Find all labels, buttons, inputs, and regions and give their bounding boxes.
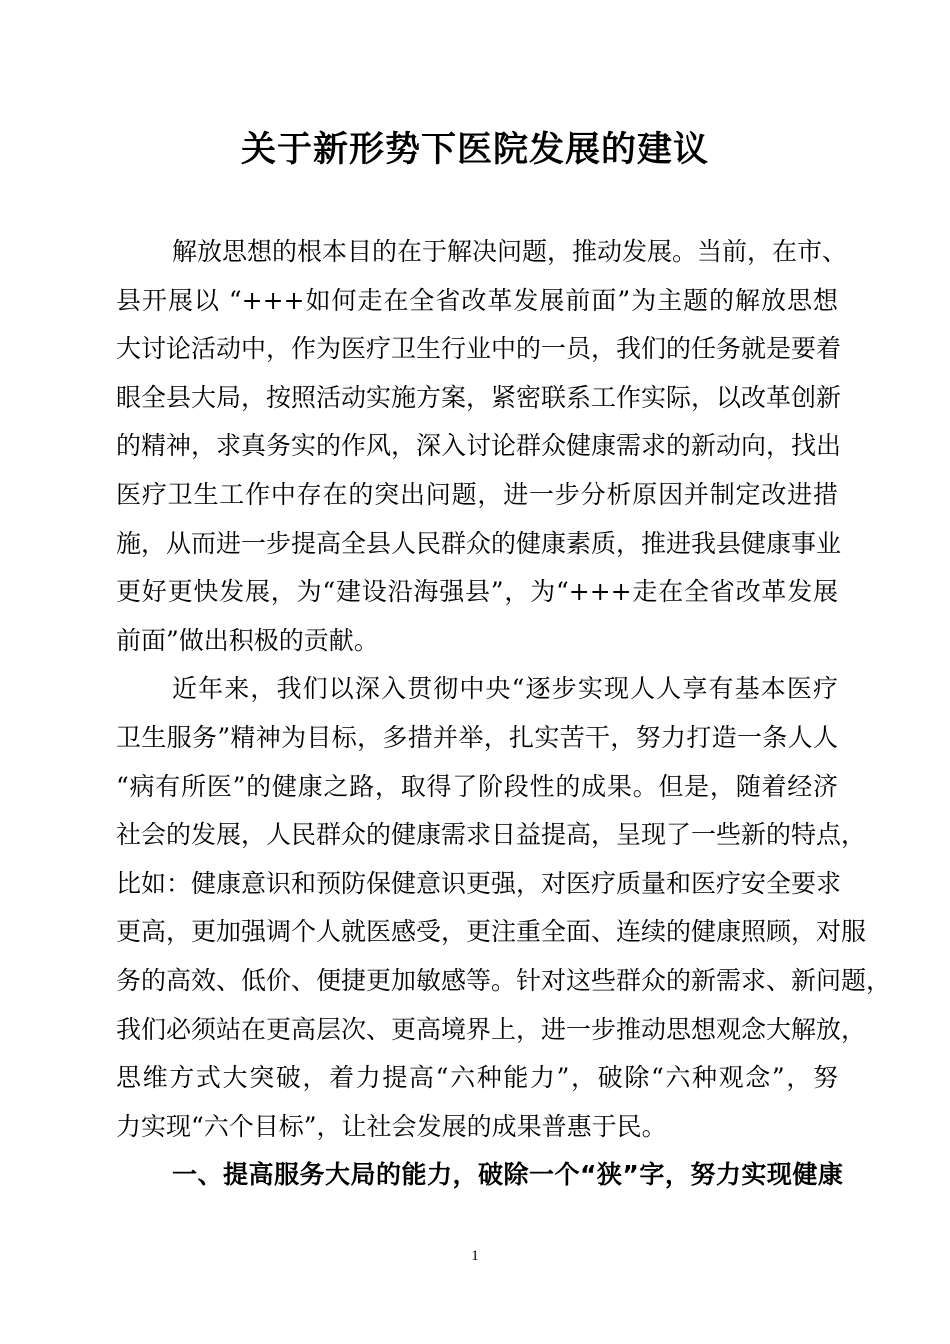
document-title: 关于新形势下医院发展的建议 [240, 130, 709, 170]
text-line: 卫生服务”精神为目标，多措并举，扎实苦干，努力打造一条人人 [116, 722, 838, 752]
text-line: 解放思想的根本目的在于解决问题，推动发展。当前，在市、 [172, 237, 848, 266]
text-line: 社会的发展，人民群众的健康需求日益提高，呈现了一些新的特点， [116, 820, 867, 850]
text-line: 眼全县大局，按照活动实施方案，紧密联系工作实际，以改革创新 [116, 382, 842, 412]
document-body [116, 228, 892, 1200]
text-line: 力实现“六个目标”，让社会发展的成果普惠于民。 [116, 1111, 667, 1141]
paragraph-2 [116, 665, 892, 1151]
text-line: 施，从而进一步提高全县人民群众的健康素质，推进我县健康事业 [116, 528, 842, 558]
paragraph-1 [116, 228, 848, 665]
text-line: 思维方式大突破，着力提高“六种能力”，破除“六种观念”，努 [116, 1063, 838, 1093]
text-line: 大讨论活动中，作为医疗卫生行业中的一员，我们的任务就是要着 [116, 334, 842, 364]
text-line: 更好更快发展，为“建设沿海强县”，为“+++走在全省改革发展 [116, 577, 838, 607]
page-number: 1 [471, 1248, 479, 1264]
text-line: 比如：健康意识和预防保健意识更强，对医疗质量和医疗安全要求 [116, 868, 842, 898]
text-line: 医疗卫生工作中存在的突出问题，进一步分析原因并制定改进措 [116, 479, 838, 509]
text-line: 的精神，求真务实的作风，深入讨论群众健康需求的新动向，找出 [116, 431, 842, 461]
text-line: 前面”做出积极的贡献。 [116, 625, 379, 655]
text-line: 务的高效、低价、便捷更加敏感等。针对这些群众的新需求、新问题， [116, 965, 892, 995]
text-line: “病有所医”的健康之路，取得了阶段性的成果。但是，随着经济 [116, 771, 838, 801]
text-line: 近年来，我们以深入贯彻中央“逐步实现人人享有基本医疗 [172, 674, 838, 704]
text-line: 更高，更加强调个人就医感受，更注重全面、连续的健康照顾，对服 [116, 917, 867, 947]
text-line: 我们必须站在更高层次、更高境界上，进一步推动思想观念大解放， [116, 1014, 867, 1044]
text-line: 县开展以 “+++如何走在全省改革发展前面”为主题的解放思想 [116, 285, 838, 315]
section-heading: 一、提高服务大局的能力，破除一个“狭”字，努力实现健康 [172, 1160, 844, 1190]
